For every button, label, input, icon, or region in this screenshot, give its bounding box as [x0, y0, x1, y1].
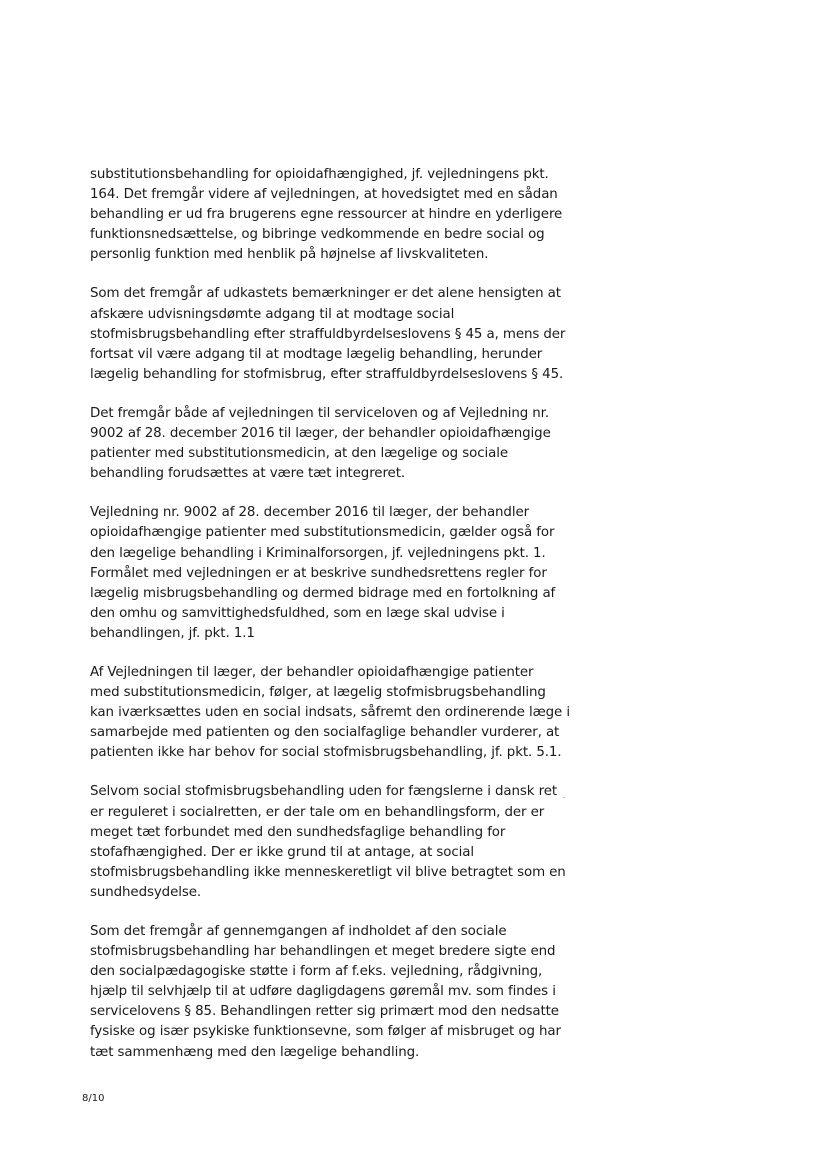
paragraph-2: Som det fremgår af udkastets bemærkninger er det alene hensigten at afskære udvisningsdømte adgang til at modtage social stofmisbrugsbehandling efter straffuldbyrdelseslovens § 45 a, mens der fortsat vil være adgang til at modtage lægelig behandling, herunder lægelig behandling for stofmisbrug, efter straffuldbyrdelseslovens § 45. [90, 286, 566, 382]
paragraph-5: Af Vejledningen til læger, der behandler opioidafhængige patienter med substitutionsmedicin, følger, at lægelig stofmisbrugsbehandling kan iværksættes uden en social indsats, såfremt den ordinerende læge i samarbejde med patienten og den socialfaglige behandler vurderer, at patienten ikke har behov for social stofmisbrugsbehandling, jf. pkt. 5.1. [90, 664, 570, 761]
paragraph-7: Som det fremgår af gennemgangen af indholdet af den sociale stofmisbrugsbehandling har behandlingen et meget bredere sigte end den socialpædagogiske støtte i form af f.eks. vejledning, rådgivning, hjælp til selvhjælp til at udføre dagligdagens gøremål mv. som findes i servicelovens § 85. Behandlingen retter sig primært mod den nedsatte fysiske og især psykiske funktionsevne, som følger af misbruget og har tæt sammenhæng med den lægelige behandling. [90, 924, 561, 1060]
paragraph-3: Det fremgår både af vejledningen til serviceloven og af Vejledning nr. 9002 af 28. december 2016 til læger, der behandler opioidafhængige patienter med substitutionsmedicin, at den lægelige og sociale behandling forudsættes at være tæt integreret. [90, 405, 551, 482]
scan-speck [563, 797, 565, 798]
paragraph-1: substitutionsbehandling for opioidafhængighed, jf. vejledningens pkt. 164. Det fremgår videre af vejledningen, at hovedsigtet med en sådan behandling er ud fra brugerens egne ressourcer at hindre en yderligere funktionsnedsættelse, og bibringe vedkommende en bedre social og personlig funktion med henblik på højnelse af livskvaliteten. [90, 167, 563, 263]
paragraph-4: Vejledning nr. 9002 af 28. december 2016 til læger, der behandler opioidafhængige patienter med substitutionsmedicin, gælder også for den lægelige behandling i Kriminalforsorgen, jf. vejledningens pkt. 1. Formålet med vejledningen er at beskrive sundhedsrettens regler for lægelig misbrugsbehandling og dermed bidrage med en fortolkning af den omhu og samvittighedsfuldhed, som en læge skal udvise i behandlingen, jf. pkt. 1.1 [90, 505, 556, 641]
body-text [90, 165, 570, 1082]
page-number: 8/10 [82, 1093, 105, 1104]
paragraph-6: Selvom social stofmisbrugsbehandling uden for fængslerne i dansk ret er reguleret i socialretten, er der tale om en behandlingsform, der er meget tæt forbundet med den sundhedsfaglige behandling for stofafhængighed. Der er ikke grund til at antage, at social stofmisbrugsbehandling ikke menneskeretligt vil blive betragtet som en sundhedsydelse. [90, 784, 566, 900]
